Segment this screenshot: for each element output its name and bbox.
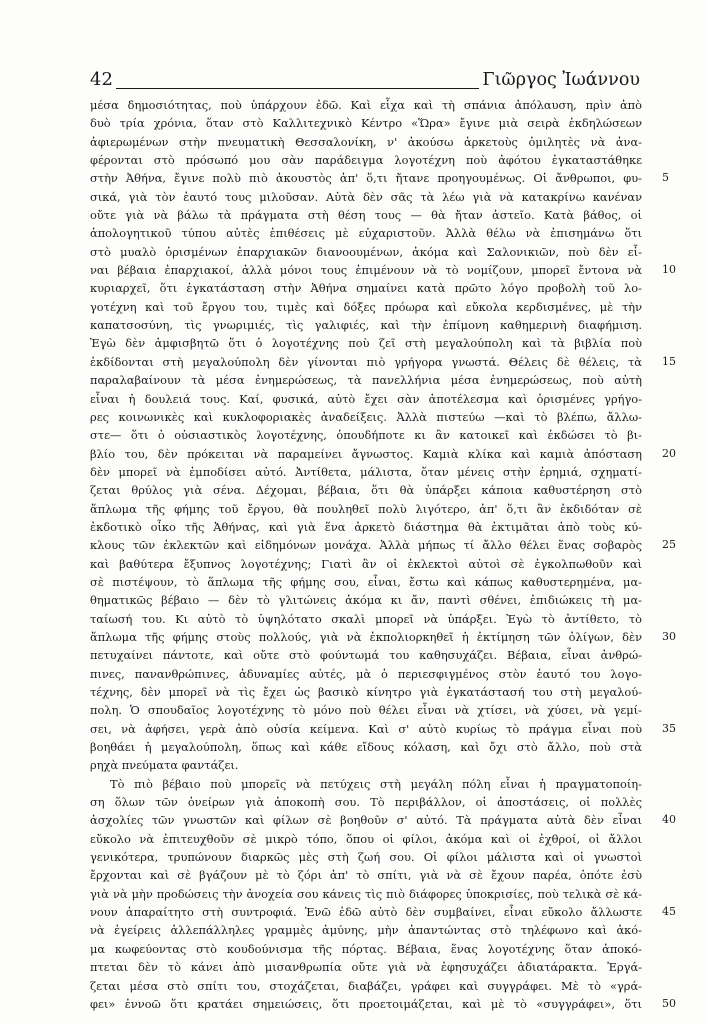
line-number: 50 (662, 996, 676, 1010)
body-text (90, 96, 676, 1013)
text-line (90, 500, 642, 518)
text-line-content: ἀσχολίες τῶν γνωστῶν καὶ φίλων σὲ βοηθοῦν σ' αὐτό. Τὰ πράγματα αὐτὰ δὲν εἶναι (90, 813, 642, 828)
text-line (90, 756, 642, 774)
text-line-content: ἐκδίδονται στὴ μεγαλούπολη δὲν γίνονται πιὸ γρήγορα γνωστά. Θέλεις δὲ θέλεις, τὰ (90, 354, 642, 369)
text-line-content: καὶ βαθύτερα ἔξυπνος λογοτέχνης; Γιατὶ ἂν οἱ ἐκλεκτοὶ αὐτοὶ σὲ ἐγκολπωθοῦν καὶ (90, 556, 642, 571)
line-number: 35 (662, 721, 676, 735)
text-line-content: τέχνης, δὲν μπορεῖ νὰ τὶς ἔχει ὡς βασικὸ κίνητρο γιὰ ἐγκατάστασή του στὴ μεγαλού- (90, 685, 642, 699)
text-line (90, 445, 676, 463)
text-line (90, 903, 676, 921)
text-line (90, 188, 642, 206)
text-line (90, 610, 642, 628)
text-line-content: εὔκολο νὰ ἐπιτευχθοῦν σὲ μικρὸ τόπο, ὅπου οἱ φίλοι, ἀκόμα καὶ οἱ ἐχθροί, οἱ ἄλλοι (90, 831, 642, 846)
text-line-content: ἅπλωμα τῆς φήμης τοῦ ἔργου, θὰ πουληθεῖ πολὺ λιγότερο, ἀπ' ὅ,τι ἂν ἐκδιδόταν σὲ (90, 501, 642, 516)
text-line-content: σὲ πιστέψουν, τὸ ἅπλωμα τῆς φήμης σου, εἶναι, ἔστω καὶ κάπως καθυστερημένα, μα- (90, 574, 642, 589)
text-line-content: πετυχαίνει πάντοτε, καὶ οὔτε στὸ φούντωμά του καθησυχάζει. Βέβαια, εἶναι ἀνθρώ- (90, 648, 642, 663)
text-line-content: βοηθάει ἡ μεγαλούπολη, ὅπως καὶ κάθε εἴδους κόλαση, καὶ ὄχι στὸ ἄλλο, ποὺ στὰ (90, 740, 642, 755)
running-head-author: Γιῶργος Ἰωάννου (479, 69, 640, 91)
text-line (90, 738, 642, 756)
text-line-content: πτεται δὲν τὸ κάνει ἀπὸ μισανθρωπία οὔτε γιὰ νὰ ἐφησυχάζει ἀδιατάρακτα. Ἐργά- (90, 960, 642, 975)
line-number: 45 (662, 905, 676, 919)
text-line-content: ζεται θρύλος γιὰ σένα. Δέχομαι, βέβαια, ὅτι θὰ ὑπάρξει κάποια καθυστέρηση στὸ (90, 483, 642, 498)
text-line (90, 848, 642, 866)
text-line-content: γοτέχνη καὶ τοῦ ἔργου του, τιμὲς καὶ δόξες πρόωρα καὶ εὔκολα κερδισμένες, μὲ τὴν (90, 299, 642, 314)
text-line (90, 261, 676, 279)
text-line-content: σικά, γιὰ τὸν ἑαυτό τους μιλοῦσαν. Αὐτὰ δὲν σᾶς τὰ λέω γιὰ νὰ κατακρίνω κανέναν (90, 189, 642, 204)
text-line (90, 206, 642, 224)
text-line (90, 316, 642, 334)
line-number: 10 (662, 263, 676, 277)
text-line (90, 720, 676, 738)
text-line (90, 885, 642, 903)
text-line-content: καπατσοσύνη, τὶς γνωριμιές, τὶς γαλιφιές, καὶ τὴν ἐπίμονη καθημερινὴ διαφήμιση. (90, 318, 642, 333)
line-number: 30 (662, 629, 676, 643)
text-line (90, 169, 669, 187)
text-line-content: βλίο του, δὲν πρόκειται νὰ παραμείνει ἄγνωστος. Καμιὰ κλίκα καὶ καμιὰ ἀπόσταση (90, 446, 642, 461)
text-line-content: στὴν Ἀθήνα, ἔγινε πολὺ πιὸ ἀκουστὸς ἀπ' ὅ,τι ἤτανε προηγουμένως. Οἱ ἄνθρωποι, φυ- (90, 171, 642, 186)
text-line-content: Τὸ πιὸ βέβαιο ποὺ μπορεῖς νὰ πετύχεις στὴ μεγάλη πόλη εἶναι ἡ πραγματοποίη- (110, 776, 642, 791)
text-line (90, 426, 642, 444)
text-line-content: φει» ἐννοῶ ὅτι κρατάει σημειώσεις, ὅτι προετοιμάζεται, καὶ μὲ τὸ «συγγράφει», ὅτι (90, 996, 642, 1011)
text-line (90, 665, 642, 683)
text-line-content: πολη. Ὁ σπουδαῖος λογοτέχνης τὸ μόνο ποὺ θέλει εἶναι νὰ χτίσει, νὰ χύσει, νὰ γεμί- (90, 703, 642, 718)
text-line (90, 151, 642, 169)
text-line-content: Ἐγὼ δὲν ἀμφισβητῶ ὅτι ὁ λογοτέχνης ποὺ ζεῖ στὴ μεγαλούπολη καὶ τὰ βιβλία ποὺ (90, 336, 642, 351)
line-number: 20 (662, 446, 676, 460)
text-line-content: φέρονται στὸ πρόσωπό μου σὰν παράδειγμα λογοτέχνη ποὺ ἀφότου ἐγκαταστάθηκε (90, 153, 642, 168)
text-line (90, 866, 642, 884)
text-line (90, 555, 642, 573)
text-line (90, 463, 642, 481)
text-line-content: ση ὅλων τῶν ὀνείρων γιὰ ἀποκοπὴ σου. Τὸ περιβάλλον, οἱ ἀποστάσεις, οἱ πολλὲς (90, 795, 642, 810)
text-line-content: ἅπλωμα τῆς φήμης στοὺς πολλούς, γιὰ νὰ ἐκπολιορκηθεῖ ἡ ἐκτίμηση τῶν ὀλίγων, δὲν (90, 629, 642, 644)
text-line-content: ναι βέβαια ἐπαρχιακοί, ἀλλὰ μόνοι τους ἐπιμένουν νὰ τὸ νομίζουν, μπορεῖ ἔντονα νὰ (90, 263, 642, 278)
text-line (90, 811, 676, 829)
page-header (90, 62, 640, 89)
text-line-content: δυὸ τρία χρόνια, ὅταν στὸ Καλλιτεχνικὸ Κέντρο «Ὥρα» ἔγινε μιὰ σειρὰ ἐκδηλώσεων (90, 116, 642, 131)
text-line (90, 133, 642, 151)
text-line (90, 279, 642, 297)
text-line-content: μέσα δημοσιότητας, ποὺ ὑπάρχουν ἐδῶ. Καὶ εἶχα καὶ τὴ σπάνια ἀπόλαυση, πρὶν ἀπὸ (90, 98, 642, 112)
text-line-content: ρηχὰ πνεύματα φαντάζει. (90, 758, 239, 773)
text-line-content: κλους τῶν ἐκλεκτῶν καὶ εἰδημόνων μονάχα. Ἀλλὰ μήπως τί ἄλλο θέλει ἕνας σοβαρὸς (90, 538, 642, 553)
text-line (90, 940, 642, 958)
text-line (90, 408, 642, 426)
text-line-content: σει, νὰ ἀφήσει, γερὰ ἀπὸ οὐσία κείμενα. Καὶ σ' αὐτὸ κυρίως τὸ πράγμα εἶναι ποὺ (90, 721, 642, 736)
text-line (90, 371, 642, 389)
text-line-content: δὲν μπορεῖ νὰ ἐμποδίσει αὐτό. Ἀντίθετα, μάλιστα, ὅταν μένεις στὴν ἐρημιά, σχηματί- (90, 464, 642, 479)
text-line (90, 96, 642, 114)
text-line (90, 628, 676, 646)
text-line-content: θηματικῶς βέβαιο — δὲν τὸ γλιτώνεις ἀκόμα κι ἄν, παντὶ σθένει, ἐπιδιώκεις τὴ μα- (90, 593, 642, 608)
text-line-content: ρες κοινωνικὲς καὶ κυκλοφοριακὲς ἀναδείξεις. Ἀλλὰ πιστεύω —καὶ τὸ βλέπω, ἄλλω- (90, 409, 642, 424)
text-line-content: γιὰ νὰ μὴν προδώσεις τὴν ἀνοχεία σου κάνεις τὶς πιὸ διάφορες ὑποκρισίες, ποὺ τελικὰ σὲ κά- (90, 886, 642, 901)
text-line (90, 481, 642, 499)
text-line (90, 683, 642, 701)
text-line (90, 958, 642, 976)
text-line-content: ζεται μέσα στὸ σπίτι του, στοχάζεται, διαβάζει, γράφει καὶ συγγράφει. Μὲ τὸ «γρά- (90, 978, 642, 993)
text-line-content: νὰ ἐγείρεις ἀλλεπάλληλες γραμμὲς ἀμύνης, μὴν ἀπαντώντας στὸ τηλέφωνο καὶ ἀκό- (90, 923, 642, 938)
text-line-content: στε— ὅτι ὁ οὐσιαστικὸς λογοτέχνης, ὁπουδήποτε κι ἂν κατοικεῖ καὶ ἐκδώσει τὸ βι- (90, 428, 642, 443)
line-number: 40 (662, 813, 676, 827)
text-line (90, 573, 642, 591)
text-line-content: πινες, πανανθρώπινες, ἀδυναμίες αὐτές, μὰ ὁ περιεσφιγμένος στὸν ἑαυτό του λογο- (90, 666, 642, 681)
text-line-content: ἀφιερωμένων στὴν πνευματικὴ Θεσσαλονίκη, ν' ἀκούσω ἀρκετοὺς ὁμιλητὲς νὰ ἀνα- (90, 134, 642, 149)
text-line (90, 995, 676, 1013)
text-line-content: γενικότερα, τρυπώνουν διαρκῶς μὲς στὴ ζωή σου. Οἱ φίλοι μάλιστα καὶ οἱ γνωστοὶ (90, 850, 642, 865)
text-line (90, 701, 642, 719)
text-line (90, 793, 642, 811)
line-number: 5 (662, 171, 669, 185)
text-line-content: ταίωσή του. Κι αὐτὸ τὸ ὑψηλότατο σκαλὶ μπορεῖ νὰ ὑπάρξει. Ἐγὼ τὸ ἀντίθετο, τὸ (90, 611, 642, 626)
line-number: 15 (662, 354, 676, 368)
text-line-content: εἶναι ἡ δουλειά τους. Καί, φυσικά, αὐτὸ ἔχει σὰν ἀποτέλεσμα καὶ ὁρισμένες γρήγο- (90, 391, 642, 406)
text-line (90, 114, 642, 132)
page-number: 42 (90, 69, 116, 91)
text-line-content: στὸ μυαλὸ ὁρισμένων ἐπαρχιακῶν διανοουμένων, ἀκόμα καὶ Σαλονικιῶν, ποὺ δὲν εἶ- (90, 244, 642, 259)
text-line-content: νουν ἀπαραίτητο στὴ συντροφιά. Ἐνῶ ἐδῶ αὐτὸ δὲν συμβαίνει, εἶναι εὔκολο ἄλλωστε (90, 905, 642, 920)
text-line (90, 921, 642, 939)
text-line-content: παραλαβαίνουν τὰ μέσα ἐνημερώσεως, τὰ πανελλήνια μέσα ἐνημερώσεως, ποὺ αὐτὴ (90, 373, 642, 388)
text-line (90, 646, 642, 664)
text-line (90, 775, 642, 793)
text-line (90, 977, 642, 995)
text-line-content: οὔτε γιὰ νὰ βάλω τὰ πράγματα στὴ θέση τους — θὰ ἤταν ἀστεῖο. Κατὰ βάθος, οἱ (90, 208, 642, 223)
text-line (90, 353, 676, 371)
text-line (90, 536, 676, 554)
text-line (90, 334, 642, 352)
text-line (90, 591, 642, 609)
text-line (90, 243, 642, 261)
text-line (90, 298, 642, 316)
text-line (90, 518, 642, 536)
text-line (90, 830, 642, 848)
text-line-content: ἐκδοτικὸ οἶκο τῆς Ἀθήνας, καὶ γιὰ ἕνα ἀρκετὸ διάστημα θὰ ἐκτιμᾶται ἀπὸ τοὺς κύ- (90, 519, 642, 534)
text-line-content: μα κωφεύοντας στὸ κουδούνισμα τῆς πόρτας. Βέβαια, ἕνας λογοτέχνης ὅταν ἀποκό- (90, 941, 642, 956)
text-line (90, 224, 642, 242)
text-line-content: ἔρχονται καὶ σὲ βγάζουν μὲ τὸ ζόρι ἀπ' τὸ σπίτι, γιὰ νὰ σὲ ἔχουν παρέα, ὁπότε ἐσὺ (90, 868, 642, 883)
text-line-content: κυριαρχεῖ, ὅτι ἐγκατάσταση στὴν Ἀθήνα σημαίνει κατὰ πρῶτο λόγο προβολὴ τοῦ λο- (90, 281, 642, 296)
text-line-content: ἀπολογητικοῦ τύπου αὐτὲς ἐπιθέσεις μὲ εὐχαριστοῦν. Ἀλλὰ θέλω νὰ ἐπισημάνω ὅτι (90, 226, 642, 241)
text-line (90, 390, 642, 408)
line-number: 25 (662, 538, 676, 552)
